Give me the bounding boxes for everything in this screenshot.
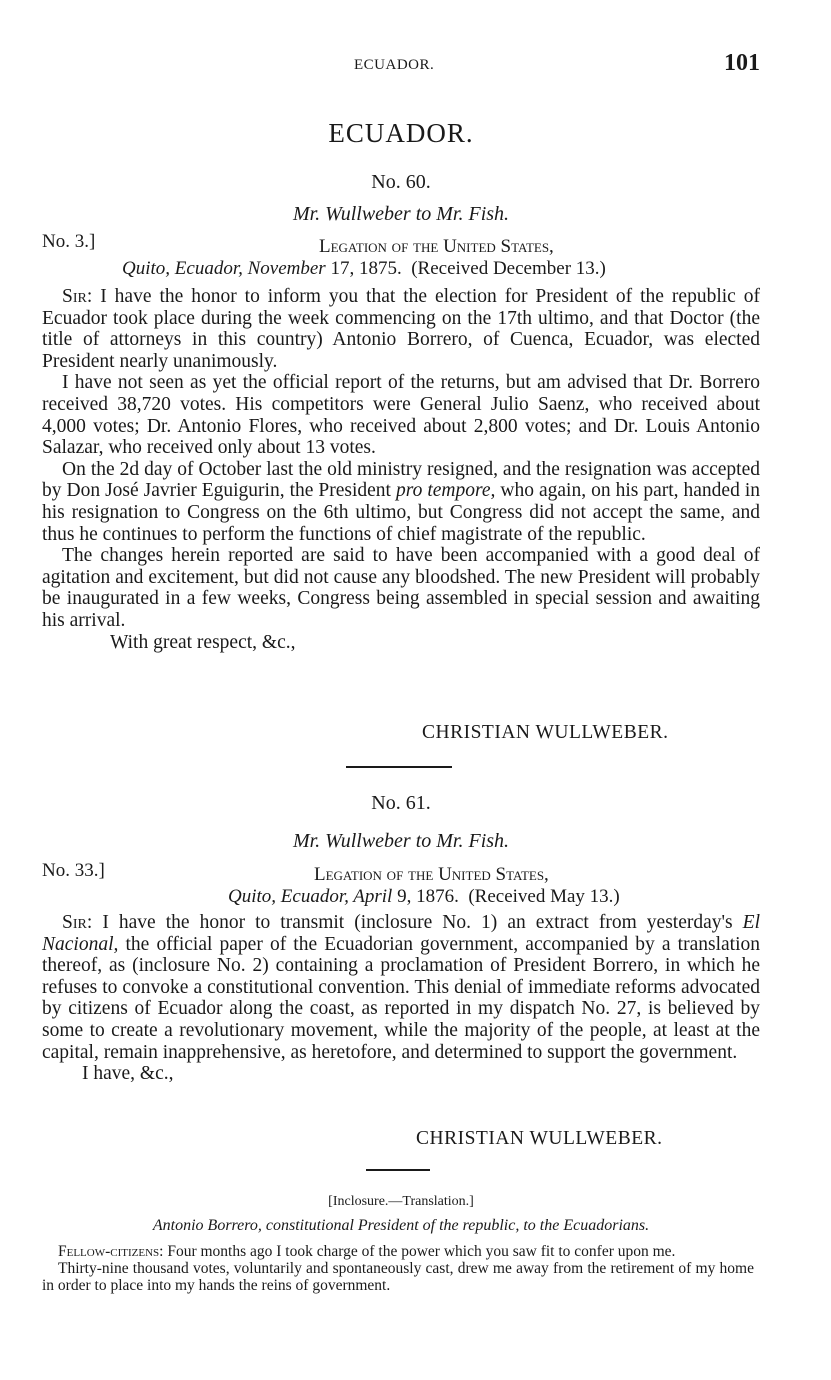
document-number-60: No. 60. [371,171,431,193]
closing-61: I have, &c., [82,1063,174,1085]
page-number: 101 [724,50,760,76]
closing-60: With great respect, &c., [110,631,296,653]
date-rest-60: 17, 1875. [330,258,402,279]
inclosure-title: Antonio Borrero, constitutional President of the republic, to the Ecuadorians. [152,1217,650,1234]
paragraph-60-3: On the 2d day of October last the old ministry resigned, and the resignation was accepted by Don José Javrier Eguigurin, the President pro tempore, who again, on his part, handed in his resignation to Congress on the 6th ultimo, but Congress did not accept the same, and thus he continues to perform the functions of chief magistrate of the republic. [42,458,760,545]
from-to-61: Mr. Wullweber to Mr. Fish. [292,830,510,852]
date-rest-61: 9, 1876. [397,886,459,907]
inclosure-paragraph-2: Thirty-nine thousand votes, voluntarily and spontaneously cast, drew me away from the retirement of my home in order to place into my hands the reins of government. [42,1260,754,1294]
legation-line-60: Legation of the United States, [319,236,554,257]
section-divider [346,766,452,768]
inclosure-body [42,1243,754,1294]
paragraph-60-1: Sir: I have the honor to inform you that the election for President of the republic of Ecuador took place during the week commencing on the 17th ultimo, and that Doctor (the title of attorneys in this country) Antonio Borrero, of Cuenca, Ecuador, was elected President nearly unanimously. [42,286,761,372]
signature-60: CHRISTIAN WULLWEBER. [422,722,669,743]
paragraph-61-1: Sir: I have the honor to transmit (inclosure No. 1) an extract from yesterday's El Nacional, the official paper of the Ecuadorian government, accompanied by a translation thereof, as (inclosure No. 2) containing a proclamation of President Borrero, in which he refuses to convoke a constitutional convention. This denial of immediate reforms advocated by citizens of Ecuador along the coast, as reported in my dispatch No. 27, is believed by some to create a revolutionary movement, while the majority of the people, at least at the capital, remain inapprehensive, as heretofore, and determined to support the government. [42,912,761,1063]
from-to-60: Mr. Wullweber to Mr. Fish. [292,203,510,225]
document-number-61: No. 61. [371,792,431,814]
date-place-60: Quito, Ecuador, November [122,258,326,279]
salutation-61: Sir: [62,912,93,933]
reference-number-61: No. 33.] [42,860,105,881]
dateline-61 [228,886,620,908]
salutation-60: Sir: [62,286,93,307]
received-note-61: (Received May 13.) [468,886,620,907]
reference-number-60: No. 3.] [42,231,96,252]
inclosure-divider [366,1169,430,1171]
inclosure-salutation: Fellow-citizens: [58,1243,164,1260]
letter-body-61 [42,912,760,1085]
signature-61: CHRISTIAN WULLWEBER. [416,1128,663,1149]
inclosure-heading: [Inclosure.—Translation.] [328,1194,474,1209]
received-note-60: (Received December 13.) [411,258,606,279]
legation-line-61: Legation of the United States, [314,864,549,885]
inclosure-paragraph-1: Fellow-citizens: Four months ago I took charge of the power which you saw fit to confer upon me. [58,1243,676,1260]
date-place-61: Quito, Ecuador, April [228,886,393,907]
letter-body-60 [42,286,760,653]
section-title: ECUADOR. [328,118,474,148]
running-header: ECUADOR. [354,57,435,73]
paragraph-60-2: I have not seen as yet the official report of the returns, but am advised that Dr. Borrero received 38,720 votes. His competitors were General Julio Saenz, who received about 4,000 votes; Dr. Antonio Flores, who received about 2,800 votes; and Dr. Louis Antonio Salazar, who received only about 13 votes. [42,372,760,459]
paragraph-60-4: The changes herein reported are said to have been accompanied with a good deal of agitation and excitement, but did not cause any bloodshed. The new President will probably be inaugurated in a few weeks, Congress being assembled in special session and awaiting his arrival. [42,545,760,631]
dateline-60 [122,258,606,280]
